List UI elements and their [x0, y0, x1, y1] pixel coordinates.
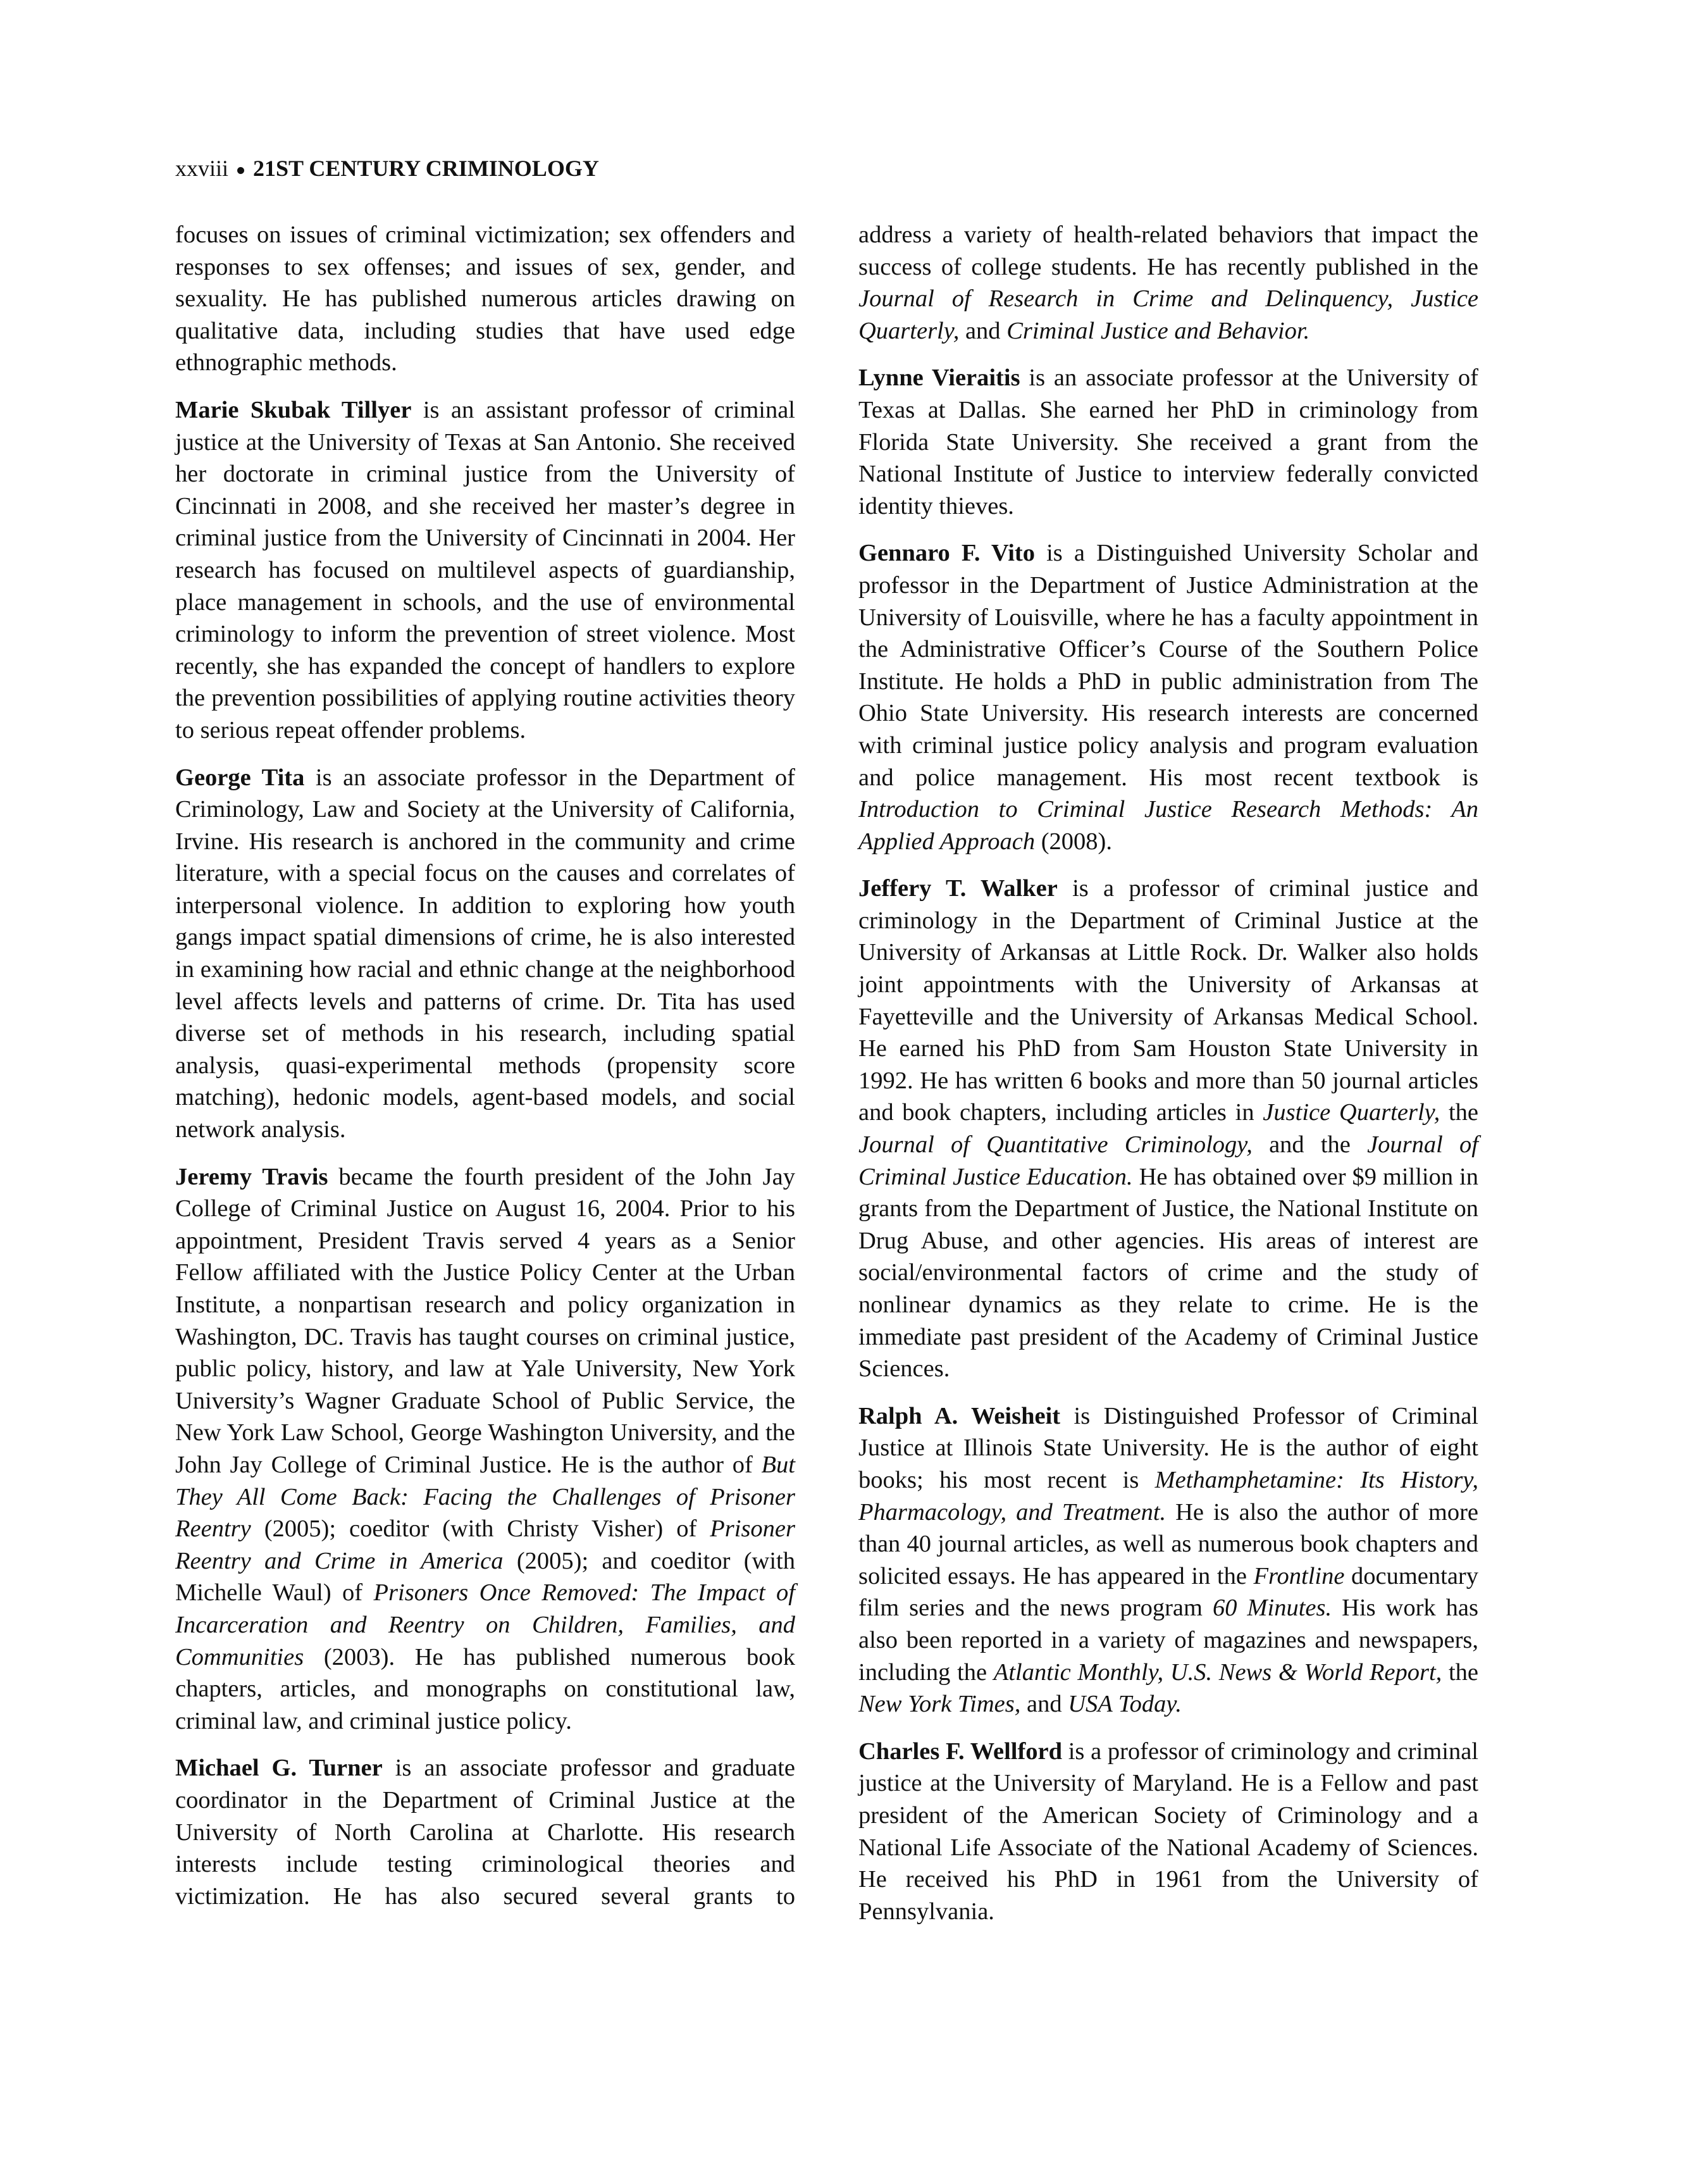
publication-title: Criminal Justice and Behavior.	[1006, 317, 1310, 344]
bio-text: the	[1442, 1658, 1478, 1686]
bio-text: is an associate professor in the Department of Criminology, Law and Society at the University of California, Irvine. His research is anchored in the community and crime literature, with a special focus on the causes and correlates of interpersonal violence. In addition to exploring how youth gangs impact spatial dimensions of crime, he is also interested in examining how racial and ethnic change at the neighborhood level affects levels and patterns of crime. Dr. Tita has used diverse set of methods in his research, including spatial analysis, quasi-experimental methods (propensity score matching), hedonic models, agent-based models, and social network analysis.	[175, 764, 795, 1143]
bio-text: and	[1020, 1691, 1068, 1718]
author-name: Jeremy Travis	[175, 1163, 328, 1190]
bio-text: is a professor of criminology and criminal justice at the University of Maryland. He is a Fellow and past president of the American Society of Criminology and a National Life Associate of the National Academy of Sciences. He received his PhD in 1961 from the University of Pennsylvania.	[858, 1738, 1478, 1925]
author-name: Jeffery T. Walker	[858, 875, 1058, 902]
left-column	[175, 219, 795, 1927]
bio-paragraph	[858, 1400, 1478, 1720]
bio-text: His work has also been reported in a variety of magazines and newspapers, including the	[858, 1595, 1478, 1686]
publication-title: Justice Quarterly,	[1263, 1099, 1440, 1126]
bio-text: (2005); and coeditor (with Michelle Waul) of	[175, 1547, 795, 1607]
bio-text: (2008).	[1035, 828, 1112, 855]
bio-text: is an associate professor and graduate coordinator in the Department of Criminal Justice at the University of North Carolina at Charlotte. His research interests include testing criminological theories and victimization. He has also secured several grants to	[175, 1755, 795, 1910]
author-name: Ralph A. Weisheit	[858, 1402, 1061, 1429]
publication-title: Prisoner Reentry and Crime in America	[175, 1515, 795, 1574]
book-title: 21ST CENTURY CRIMINOLOGY	[253, 156, 599, 181]
bio-text: focuses on issues of criminal victimization; sex offenders and responses to sex offenses; and issues of sex, gender, and sexuality. He has published numerous articles drawing on qualitative data, including studies that have used edge ethnographic methods.	[175, 221, 795, 376]
bio-text: documentary film series and the news program	[858, 1562, 1479, 1622]
bullet-separator	[237, 167, 244, 174]
bio-text: became the fourth president of the John Jay College of Criminal Justice on August 16, 2004. Prior to his appointment, President Travis served 4 years as a Senior Fellow affiliated with the Justice Policy Center at the Urban Institute, a nonpartisan research and policy organization in Washington, DC. Travis has taught courses on criminal justice, public policy, history, and law at Yale University, New York University’s Wagner Graduate School of Public Service, the New York Law School, George Washington University, and the John Jay College of Criminal Justice. He is the author of	[175, 1163, 795, 1478]
publication-title: 60 Minutes.	[1212, 1595, 1332, 1622]
publication-title: Methamphetamine: Its History, Pharmacology, and Treatment.	[858, 1466, 1479, 1526]
author-name: Gennaro F. Vito	[858, 540, 1036, 567]
page-number: xxviii	[175, 156, 229, 181]
author-name: Lynne Vieraitis	[858, 364, 1020, 392]
bio-text: and	[959, 317, 1007, 344]
bio-text: is Distinguished Professor of Criminal Justice at Illinois State University. He is the author of eight books; his most recent is	[858, 1402, 1479, 1493]
bio-paragraph	[175, 1161, 795, 1738]
bio-text: is an assistant professor of criminal justice at the University of Texas at San Antonio. She received her doctorate in criminal justice from the University of Cincinnati in 2008, and she received her master’s degree in criminal justice from the University of Cincinnati in 2004. Her research has focused on multilevel aspects of guardianship, place management in schools, and the use of environmental criminology to inform the prevention of street violence. Most recently, she has expanded the concept of handlers to explore the prevention possibilities of applying routine activities theory to serious repeat offender problems.	[175, 396, 795, 743]
publication-title: But They All Come Back: Facing the Challenges of Prisoner Reentry	[175, 1451, 795, 1543]
publication-title: New York Times,	[858, 1691, 1021, 1718]
bio-text: He is also the author of more than 40 journal articles, as well as numerous book chapters and solicited essays. He has appeared in the	[858, 1498, 1478, 1589]
author-name: Michael G. Turner	[175, 1755, 383, 1782]
bio-paragraph	[175, 394, 795, 747]
publication-title: Atlantic Monthly, U.S. News & World Report,	[993, 1658, 1442, 1686]
bio-paragraph	[175, 762, 795, 1146]
right-column	[858, 219, 1478, 1943]
bio-text: the	[1440, 1099, 1478, 1126]
bio-paragraph	[175, 1752, 795, 1912]
publication-title: Journal of Research in Crime and Delinquency, Justice Quarterly,	[858, 285, 1478, 344]
bio-text: (2005); coeditor (with Christy Visher) of	[251, 1515, 710, 1543]
bio-paragraph	[175, 219, 795, 379]
bio-text: (2003). He has published numerous book chapters, articles, and monographs on constitutional law, criminal law, and criminal justice policy.	[175, 1643, 795, 1734]
bio-paragraph	[858, 873, 1478, 1385]
bio-text: He has obtained over $9 million in grants from the Department of Justice, the National Institute on Drug Abuse, and other agencies. His areas of interest are social/environmental factors of crime and the study of nonlinear dynamics as they relate to crime. He is the immediate past president of the Academy of Criminal Justice Sciences.	[858, 1163, 1478, 1383]
publication-title: Journal of Quantitative Criminology,	[858, 1131, 1253, 1159]
bio-paragraph	[858, 1736, 1478, 1928]
author-name: George Tita	[175, 764, 305, 791]
publication-title: USA Today.	[1068, 1691, 1182, 1718]
publication-title: Prisoners Once Removed: The Impact of Incarceration and Reentry on Children, Families, and Communities	[175, 1579, 795, 1670]
author-name: Marie Skubak Tillyer	[175, 396, 412, 423]
bio-paragraph	[858, 219, 1478, 347]
bio-paragraph	[858, 537, 1478, 857]
bio-text: is an associate professor at the University of Texas at Dallas. She earned her PhD in criminology from Florida State University. She received a grant from the National Institute of Justice to interview federally convicted identity thieves.	[858, 364, 1478, 519]
publication-title: Journal of Criminal Justice Education.	[858, 1131, 1478, 1190]
bio-text: is a Distinguished University Scholar and professor in the Department of Justice Administration at the University of Louisville, where he has a faculty appointment in the Administrative Officer’s Course of the Southern Police Institute. He holds a PhD in public administration from The Ohio State University. His research interests are concerned with criminal justice policy analysis and program evaluation and police management. His most recent textbook is	[858, 540, 1479, 791]
bio-text: is a professor of criminal justice and criminology in the Department of Criminal Justice at the University of Arkansas at Little Rock. Dr. Walker also holds joint appointments with the University of Arkansas at Fayetteville and the University of Arkansas Medical School. He earned his PhD from Sam Houston State University in 1992. He has written 6 books and more than 50 journal articles and book chapters, including articles in	[858, 875, 1478, 1126]
publication-title: Introduction to Criminal Justice Research Methods: An Applied Approach	[858, 796, 1478, 855]
running-header	[175, 154, 599, 182]
bio-paragraph	[858, 362, 1478, 522]
bio-text: and the	[1252, 1131, 1368, 1159]
bio-text: address a variety of health-related behaviors that impact the success of college students. He has recently published in the	[858, 221, 1478, 280]
publication-title: Frontline	[1253, 1562, 1345, 1589]
author-name: Charles F. Wellford	[858, 1738, 1063, 1765]
